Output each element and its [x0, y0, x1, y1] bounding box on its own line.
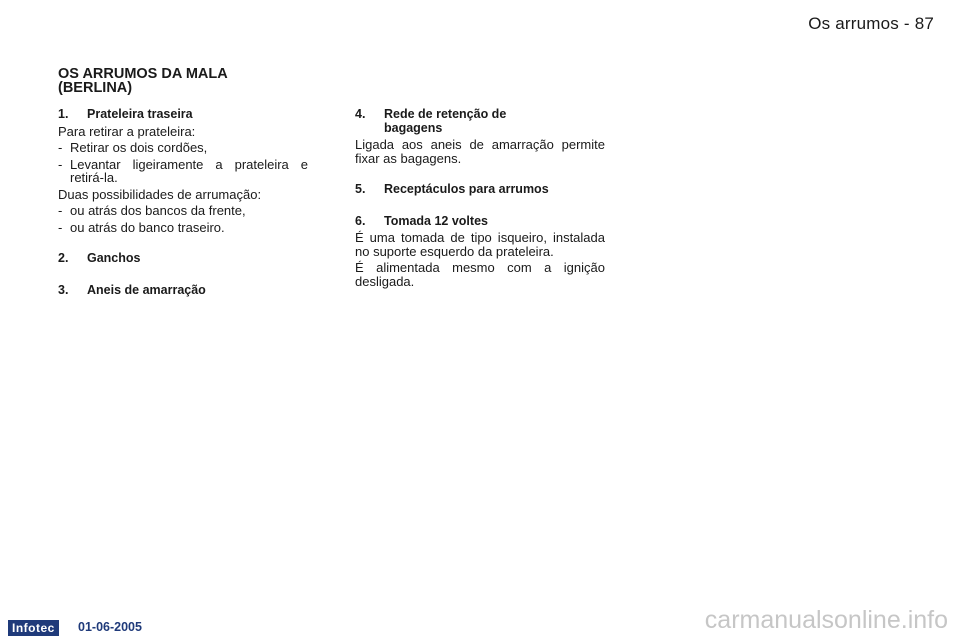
page-title-line1: OS ARRUMOS DA MALA	[58, 66, 228, 82]
list-item-text: ou atrás do banco traseiro.	[70, 219, 225, 235]
section-5-heading	[355, 183, 605, 197]
section-1-intro: Para retirar a prateleira:	[58, 123, 196, 139]
section-3-heading	[58, 284, 308, 298]
watermark: carmanualsonline.info	[704, 606, 948, 634]
section-4-heading	[355, 108, 605, 135]
section-4-text: Ligada aos aneis de amarração permite fixar as bagagens.	[355, 137, 605, 166]
section-title: Prateleira traseira	[87, 107, 193, 121]
page-title	[58, 67, 318, 95]
section-6-text-2: É alimentada mesmo com a ignição desligada.	[355, 260, 605, 289]
list-item-text: Retirar os dois cordões,	[70, 140, 208, 155]
right-column	[355, 108, 605, 288]
section-number: 4.	[355, 107, 366, 121]
list-item-text: Levantar ligeiramente a prateleira e retirá-la.	[70, 156, 308, 185]
list-item	[58, 221, 308, 235]
section-number: 3.	[58, 282, 69, 297]
section-title-line1: Rede de retenção de	[384, 107, 507, 121]
section-title: Aneis de amarração	[87, 282, 206, 297]
section-6-text-1: É uma tomada de tipo isqueiro, instalada no suporte esquerdo da prateleira.	[355, 230, 605, 259]
section-1-note: Duas possibilidades de arrumação:	[58, 186, 262, 202]
section-number: 6.	[355, 213, 366, 228]
bullet-dash: -	[58, 156, 63, 172]
bullet-dash: -	[58, 203, 63, 218]
bullet-dash: -	[58, 140, 63, 155]
brand-logo: Infotec	[8, 620, 59, 636]
section-title: Tomada 12 voltes	[384, 213, 488, 228]
list-item	[58, 141, 308, 155]
section-1-options	[58, 204, 308, 234]
page-title-line2: (BERLINA)	[58, 80, 133, 96]
section-title: Ganchos	[87, 251, 141, 265]
section-title: Receptáculos para arrumos	[384, 182, 549, 196]
section-number: 1.	[58, 107, 69, 121]
section-number: 5.	[355, 182, 366, 196]
left-column	[58, 108, 308, 297]
section-6-heading	[355, 215, 605, 229]
section-2-heading	[58, 252, 308, 266]
list-item	[58, 204, 308, 218]
list-item	[58, 158, 308, 185]
footer-date: 01-06-2005	[78, 620, 142, 634]
section-1-steps	[58, 141, 308, 185]
page-header: Os arrumos - 87	[808, 14, 934, 33]
list-item-text: ou atrás dos bancos da frente,	[70, 203, 246, 218]
bullet-dash: -	[58, 219, 63, 235]
section-1-heading	[58, 108, 308, 122]
section-number: 2.	[58, 251, 69, 265]
section-title-line2: bagagens	[384, 120, 443, 135]
